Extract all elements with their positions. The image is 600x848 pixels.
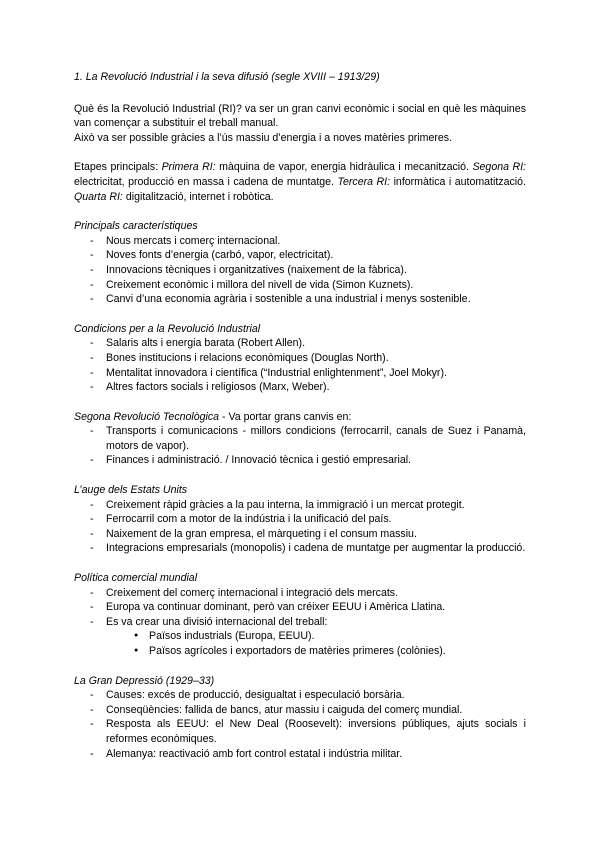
trade-sublist [74,629,526,658]
list-item: - Transports i comunicacions - millors condicions (ferrocarril, canals de Suez i Panamà, motors de vapor). [74,424,526,453]
section-heading-usa: L’auge dels Estats Units [74,484,188,497]
stage-2-text: electricitat, producció en massa i cadena de muntatge. [74,175,335,188]
intro-paragraph-2: Això va ser possible gràcies a l’ús massiu d’energia i a noves matèries primeres. [74,131,453,144]
stages-paragraph [74,160,526,204]
list-item: - Creixement econòmic i millora del nivell de vida (Simon Kuznets). [74,278,526,293]
stage-1-text: màquina de vapor, energia hidràulica i mecanització. [219,161,469,174]
list-item: - Ferrocarril com a motor de la indústria i la unificació del país. [74,512,526,527]
section-heading-conditions: Condicions per a la Revolució Industrial [74,322,261,335]
stage-1-label: Primera RI: [161,161,216,174]
characteristics-list [74,234,526,307]
list-item: - Integracions empresarials (monopolis) i cadena de muntatge per augmentar la producció. [74,541,526,556]
stage-2-label: Segona RI: [472,161,526,174]
list-item: - Innovacions tècniques i organitzatives (naixement de la fàbrica). [74,263,526,278]
section-heading-depression: La Gran Depressió (1929–33) [74,674,215,687]
list-item: - Nous mercats i comerç internacional. [74,234,526,249]
list-item: - Resposta als EEUU: el New Deal (Roosevelt): inversions públiques, ajuts socials i reformes econòmiques. [74,717,526,746]
sub-list-item: ● Països industrials (Europa, EEUU). [74,629,526,644]
second-revolution-list [74,424,526,468]
usa-list [74,498,526,556]
list-item: - Conseqüències: fallida de bancs, atur massiu i caiguda del comerç mundial. [74,703,526,718]
intro-paragraph: Què és la Revolució Industrial (RI)? va ser un gran canvi econòmic i social en què les màquines van començar a substituir el treball manual. [74,102,526,130]
list-item: - Es va crear una divisió internacional del treball: [74,615,526,630]
document-title: 1. La Revolució Industrial i la seva difusió (segle XVIII – 1913/29) [74,71,380,83]
list-item: - Canvi d’una economia agrària i sostenible a una industrial i menys sostenible. [74,292,526,307]
list-item: - Naixement de la gran empresa, el màrqueting i el consum massiu. [74,527,526,542]
conditions-list [74,336,526,394]
list-item: - Bones institucions i relacions econòmiques (Douglas North). [74,351,526,366]
section-heading-second-revolution: Segona Revolució Tecnològica - Va portar grans canvis en: [74,410,352,423]
stage-3-label: Tercera RI: [337,175,391,188]
list-item: - Noves fonts d’energia (carbó, vapor, electricitat). [74,248,526,263]
section-heading-characteristics: Principals característiques [74,220,198,233]
sub-list-item: ● Països agrícoles i exportadors de matèries primeres (colònies). [74,644,526,659]
list-item: - Creixement del comerç internacional i integració dels mercats. [74,586,526,601]
document-page [74,70,526,761]
list-item: - Causes: excés de producció, desigualtat i especulació borsària. [74,688,526,703]
section-heading-trade: Política comercial mundial [74,572,198,585]
list-item: - Alemanya: reactivació amb fort control estatal i indústria militar. [74,747,526,762]
list-item: - Finances i administració. / Innovació tècnica i gestió empresarial. [74,453,526,468]
list-item: - Europa va continuar dominant, però van créixer EEUU i Amèrica Llatina. [74,600,526,615]
list-item: - Creixement ràpid gràcies a la pau interna, la immigració i un mercat protegit. [74,498,526,513]
stages-label: Etapes principals: [74,161,159,174]
list-item: - Altres factors socials i religiosos (Marx, Weber). [74,380,526,395]
trade-list [74,586,526,630]
list-item: - Mentalitat innovadora i científica (“Industrial enlightenment”, Joel Mokyr). [74,366,526,381]
stage-3-text: informàtica i automatització. [393,175,526,188]
stage-4-label: Quarta RI: [74,190,123,203]
stage-4-text: digitalització, internet i robòtica. [125,190,274,203]
list-item: - Salaris alts i energia barata (Robert Allen). [74,336,526,351]
depression-list [74,688,526,761]
